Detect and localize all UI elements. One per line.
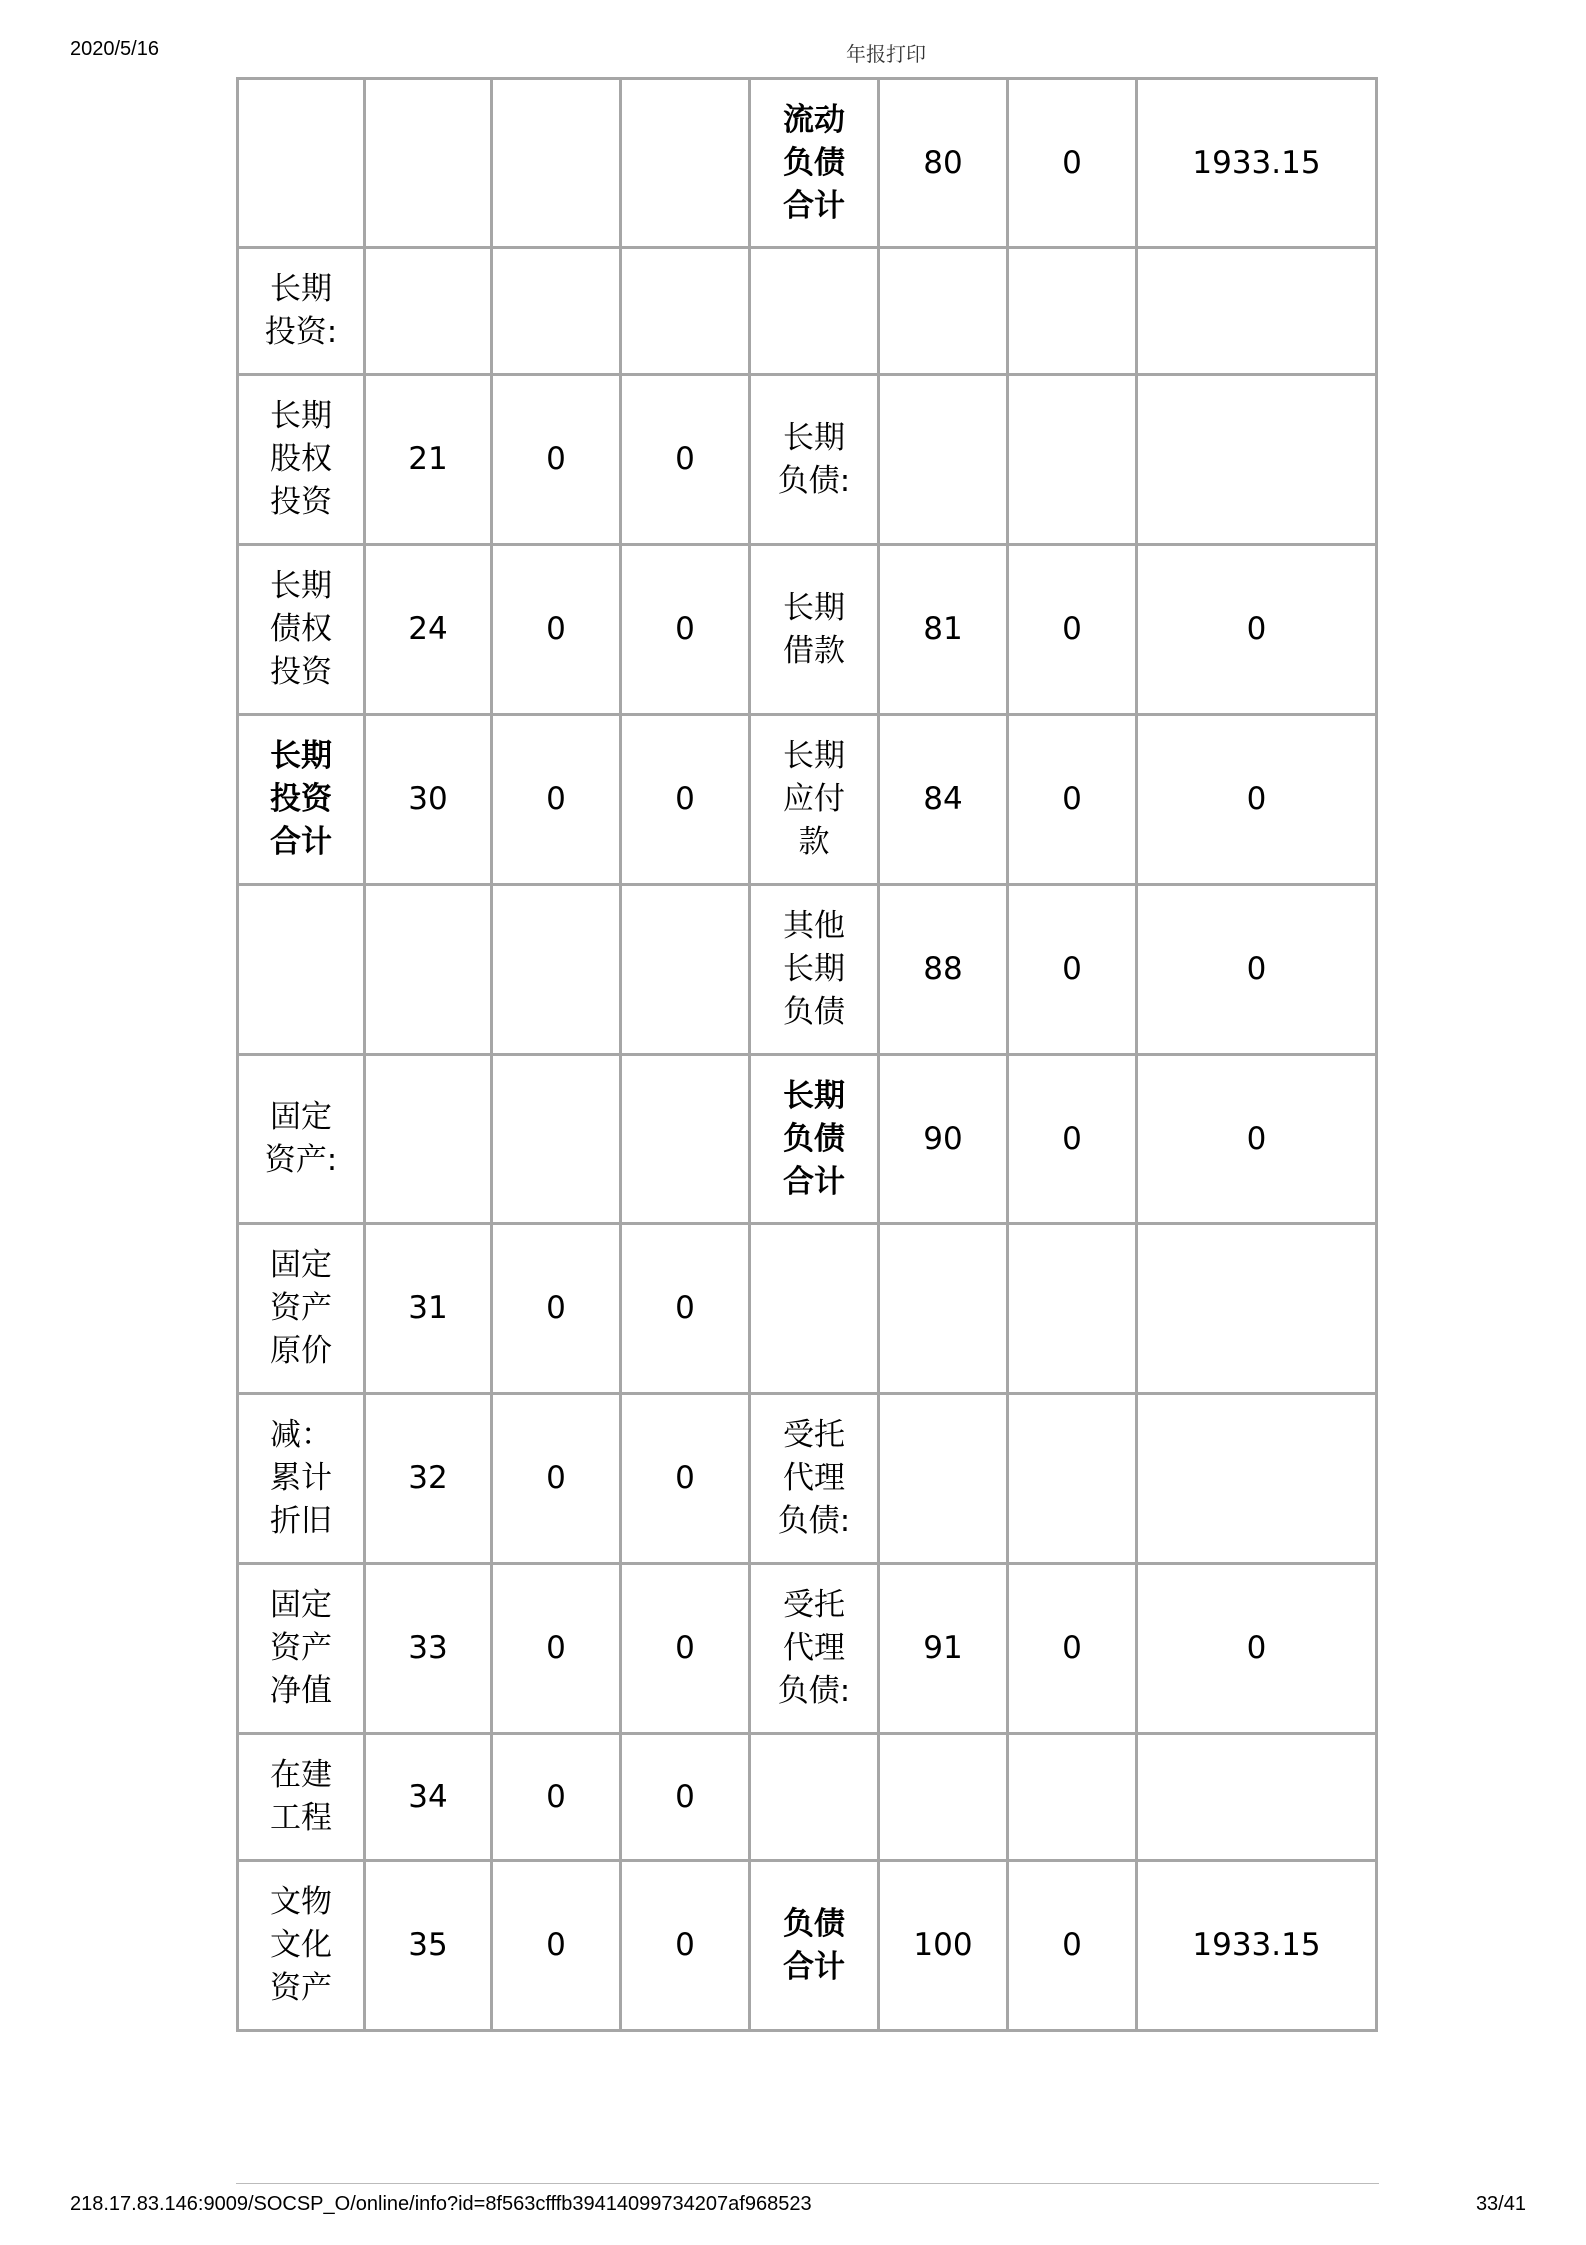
liability-value-end: 0	[1137, 715, 1377, 885]
liability-item-label: 其他 长期 负债	[750, 885, 879, 1055]
asset-value-end	[621, 79, 750, 248]
page-title: 年报打印	[846, 42, 926, 66]
asset-value-begin: 0	[492, 1564, 621, 1734]
asset-item-label: 减： 累计 折旧	[238, 1394, 365, 1564]
asset-value-begin: 0	[492, 715, 621, 885]
liability-line-number: 81	[879, 545, 1008, 715]
liability-line-number	[879, 1734, 1008, 1861]
asset-item-label: 固定 资产 原价	[238, 1224, 365, 1394]
source-url: 218.17.83.146:9009/SOCSP_O/online/info?id=8f563cfffb39414099734207af968523	[70, 2193, 812, 2215]
liability-item-label	[750, 248, 879, 375]
liability-value-begin: 0	[1008, 1861, 1137, 2031]
asset-value-end: 0	[621, 1861, 750, 2031]
asset-value-end: 0	[621, 1394, 750, 1564]
asset-value-begin	[492, 1055, 621, 1224]
asset-line-number: 31	[365, 1224, 492, 1394]
liability-line-number: 90	[879, 1055, 1008, 1224]
liability-line-number: 91	[879, 1564, 1008, 1734]
table-row	[238, 1861, 1377, 2031]
liability-item-label: 受托 代理 负债:	[750, 1394, 879, 1564]
asset-item-label: 长期 债权 投资	[238, 545, 365, 715]
asset-value-begin: 0	[492, 375, 621, 545]
table-row	[238, 545, 1377, 715]
asset-item-label: 文物 文化 资产	[238, 1861, 365, 2031]
asset-value-end: 0	[621, 1734, 750, 1861]
liability-line-number: 88	[879, 885, 1008, 1055]
asset-item-label: 固定 资产:	[238, 1055, 365, 1224]
liability-value-end	[1137, 248, 1377, 375]
table-row	[238, 375, 1377, 545]
table-row	[238, 79, 1377, 248]
asset-item-label: 长期 投资:	[238, 248, 365, 375]
balance-sheet-table	[236, 77, 1378, 2032]
asset-line-number	[365, 248, 492, 375]
asset-line-number: 30	[365, 715, 492, 885]
asset-value-end	[621, 885, 750, 1055]
asset-line-number: 33	[365, 1564, 492, 1734]
liability-item-label: 负债 合计	[750, 1861, 879, 2031]
liability-line-number: 100	[879, 1861, 1008, 2031]
asset-value-end	[621, 1055, 750, 1224]
asset-value-end: 0	[621, 1224, 750, 1394]
print-date: 2020/5/16	[70, 38, 159, 60]
liability-value-begin	[1008, 1224, 1137, 1394]
table-row	[238, 885, 1377, 1055]
liability-value-begin: 0	[1008, 885, 1137, 1055]
asset-line-number: 24	[365, 545, 492, 715]
asset-line-number: 32	[365, 1394, 492, 1564]
liability-value-begin: 0	[1008, 1055, 1137, 1224]
liability-value-begin: 0	[1008, 79, 1137, 248]
liability-item-label	[750, 1734, 879, 1861]
liability-value-end: 0	[1137, 545, 1377, 715]
asset-item-label	[238, 885, 365, 1055]
page-number: 33/41	[1475, 2193, 1526, 2215]
liability-value-end	[1137, 1734, 1377, 1861]
liability-value-end	[1137, 1224, 1377, 1394]
liability-value-end	[1137, 1394, 1377, 1564]
asset-value-begin: 0	[492, 1861, 621, 2031]
liability-line-number	[879, 1394, 1008, 1564]
asset-value-begin: 0	[492, 1224, 621, 1394]
table-row	[238, 715, 1377, 885]
liability-line-number	[879, 248, 1008, 375]
liability-item-label	[750, 1224, 879, 1394]
asset-value-begin	[492, 79, 621, 248]
liability-line-number	[879, 1224, 1008, 1394]
liability-value-begin	[1008, 1394, 1137, 1564]
asset-value-end: 0	[621, 545, 750, 715]
liability-value-begin	[1008, 375, 1137, 545]
asset-line-number: 35	[365, 1861, 492, 2031]
asset-item-label: 在建 工程	[238, 1734, 365, 1861]
liability-line-number	[879, 375, 1008, 545]
liability-value-begin	[1008, 248, 1137, 375]
table-row	[238, 1224, 1377, 1394]
liability-value-end	[1137, 375, 1377, 545]
asset-item-label: 固定 资产 净值	[238, 1564, 365, 1734]
asset-value-end: 0	[621, 375, 750, 545]
liability-value-begin: 0	[1008, 1564, 1137, 1734]
liability-line-number: 80	[879, 79, 1008, 248]
liability-item-label: 长期 负债:	[750, 375, 879, 545]
asset-value-begin	[492, 248, 621, 375]
liability-value-end: 1933.15	[1137, 1861, 1377, 2031]
liability-item-label: 受托 代理 负债:	[750, 1564, 879, 1734]
asset-value-end: 0	[621, 1564, 750, 1734]
table-row	[238, 248, 1377, 375]
liability-value-end: 1933.15	[1137, 79, 1377, 248]
liability-item-label: 长期 负债 合计	[750, 1055, 879, 1224]
liability-line-number: 84	[879, 715, 1008, 885]
asset-value-end	[621, 248, 750, 375]
liability-value-begin: 0	[1008, 715, 1137, 885]
liability-item-label: 流动 负债 合计	[750, 79, 879, 248]
asset-value-begin	[492, 885, 621, 1055]
asset-value-end: 0	[621, 715, 750, 885]
liability-value-end: 0	[1137, 885, 1377, 1055]
liability-value-end: 0	[1137, 1564, 1377, 1734]
liability-item-label: 长期 应付 款	[750, 715, 879, 885]
table-row	[238, 1734, 1377, 1861]
asset-value-begin: 0	[492, 545, 621, 715]
table-row	[238, 1055, 1377, 1224]
asset-line-number	[365, 79, 492, 248]
asset-item-label	[238, 79, 365, 248]
asset-line-number: 34	[365, 1734, 492, 1861]
liability-item-label: 长期 借款	[750, 545, 879, 715]
asset-value-begin: 0	[492, 1394, 621, 1564]
asset-value-begin: 0	[492, 1734, 621, 1861]
asset-item-label: 长期 股权 投资	[238, 375, 365, 545]
liability-value-begin	[1008, 1734, 1137, 1861]
table-row	[238, 1564, 1377, 1734]
asset-line-number	[365, 885, 492, 1055]
asset-line-number: 21	[365, 375, 492, 545]
table-row	[238, 1394, 1377, 1564]
asset-item-label: 长期 投资 合计	[238, 715, 365, 885]
asset-line-number	[365, 1055, 492, 1224]
footer-divider	[236, 2183, 1379, 2184]
liability-value-end: 0	[1137, 1055, 1377, 1224]
liability-value-begin: 0	[1008, 545, 1137, 715]
